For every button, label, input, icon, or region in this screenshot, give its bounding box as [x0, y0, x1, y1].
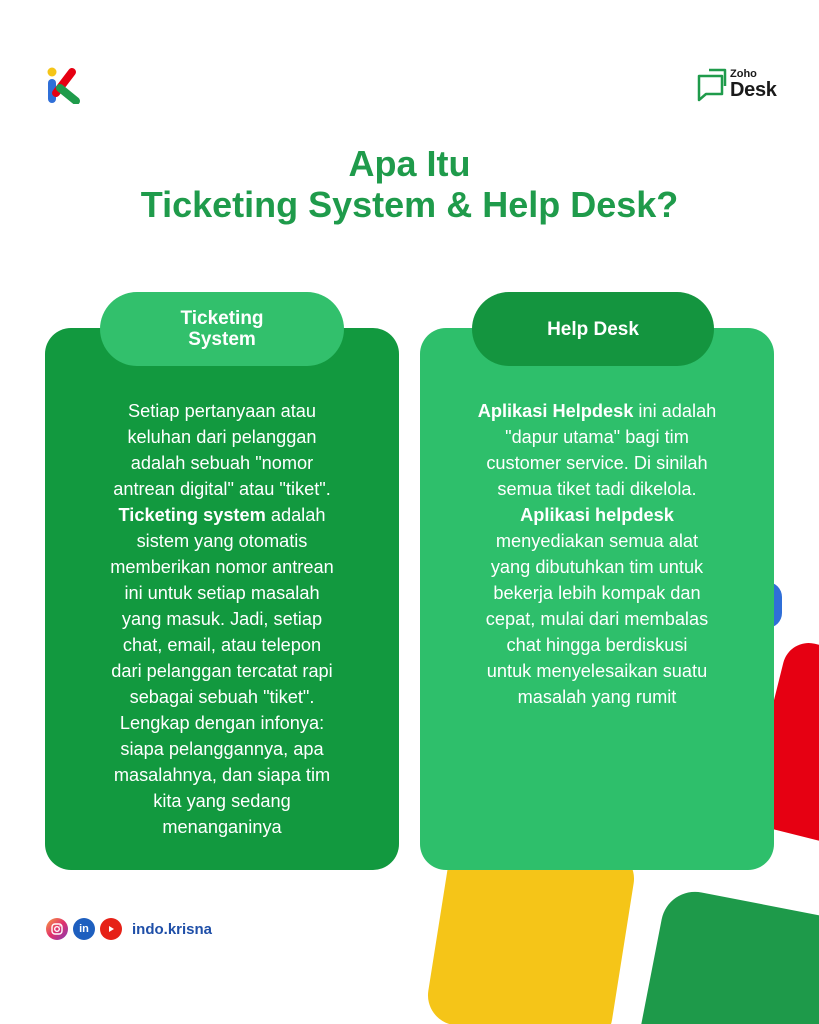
page-title-line2: Ticketing System & Help Desk? [140, 184, 679, 225]
ticketing-system-bold: Ticketing system [118, 505, 266, 525]
desk-label: Desk [730, 79, 777, 101]
instagram-icon[interactable] [46, 918, 68, 940]
aplikasi-helpdesk-bold-2: Aplikasi helpdesk [520, 505, 674, 525]
aplikasi-helpdesk-bold: Aplikasi Helpdesk [477, 401, 634, 421]
text-line: yang dibutuhkan tim untuk [490, 557, 704, 577]
text-line-bold-intro [447, 398, 747, 424]
text-line: ini untuk setiap masalah [124, 583, 320, 603]
text-line: keluhan dari pelanggan [127, 427, 317, 447]
krisna-k-logo-icon [46, 66, 82, 104]
youtube-icon[interactable] [100, 918, 122, 940]
text-line: bekerja lebih kompak dan [493, 583, 701, 603]
text-line: semua tiket tadi dikelola. [497, 479, 697, 499]
text-line: yang masuk. Jadi, setiap [121, 609, 323, 629]
text-line: cepat, mulai dari membalas [485, 609, 709, 629]
text-line: antrean digital" atau "tiket". [113, 479, 331, 499]
text-line: dari pelanggan tercatat rapi [111, 661, 333, 681]
help-desk-pill [472, 292, 714, 366]
ticketing-pill-line2: System [188, 329, 256, 350]
ticketing-system-pill [100, 292, 344, 366]
text-line-bold [447, 502, 747, 528]
text-line: sistem yang otomatis [136, 531, 308, 551]
text-line: "dapur utama" bagi tim [505, 427, 689, 447]
text-fragment: adalah [265, 505, 326, 525]
help-desk-description [447, 398, 747, 710]
text-line: untuk menyelesaikan suatu [486, 661, 708, 681]
social-links [46, 918, 212, 940]
text-line: chat hingga berdiskusi [506, 635, 688, 655]
text-line: adalah sebuah "nomor [130, 453, 314, 473]
linkedin-icon[interactable]: in [73, 918, 95, 940]
text-line: kita yang sedang [153, 791, 291, 811]
text-line: memberikan nomor antrean [110, 557, 334, 577]
text-line: Setiap pertanyaan atau [127, 401, 317, 421]
page-title-line1: Apa Itu [348, 143, 471, 184]
ticketing-system-description [72, 398, 372, 840]
text-line-bold-intro [72, 502, 372, 528]
text-line: customer service. Di sinilah [486, 453, 708, 473]
text-fragment: ini adalah [633, 401, 717, 421]
text-line: menanganinya [162, 817, 282, 837]
text-line: menyediakan semua alat [495, 531, 699, 551]
zoho-label: Zoho [730, 68, 757, 80]
text-line: sebagai sebuah "tiket". [129, 687, 315, 707]
text-line: siapa pelanggannya, apa [120, 739, 324, 759]
text-line: Lengkap dengan infonya: [119, 713, 325, 733]
decor-green-shape [628, 886, 819, 1024]
help-desk-pill-label: Help Desk [547, 318, 639, 340]
text-line: masalah yang rumit [517, 687, 677, 707]
zoho-desk-chat-icon [695, 66, 727, 104]
ticketing-pill-line1: Ticketing [180, 308, 264, 329]
zoho-desk-logo [695, 66, 785, 106]
text-line: masalahnya, dan siapa tim [113, 765, 331, 785]
text-line: chat, email, atau telepon [122, 635, 322, 655]
social-handle[interactable]: indo.krisna [132, 920, 213, 938]
